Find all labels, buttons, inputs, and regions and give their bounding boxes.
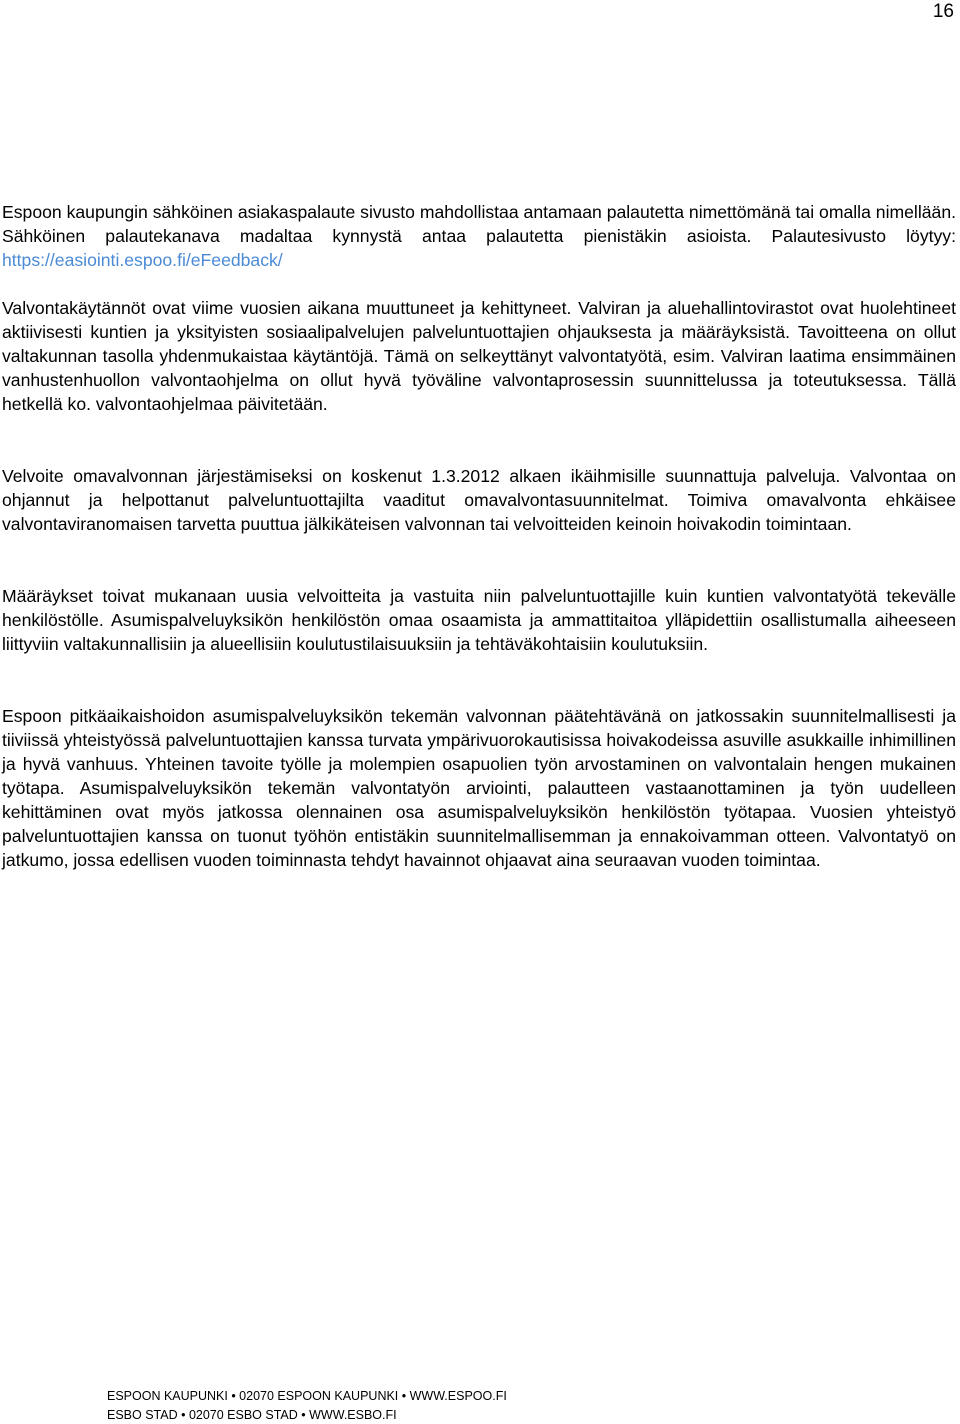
paragraph-feedback: [2, 200, 956, 272]
paragraph-self-monitoring: Velvoite omavalvonnan järjestämiseksi on koskenut 1.3.2012 alkaen ikäihmisille suunnattuja palveluja. Valvontaa on ohjannut ja helpottanut palveluntuottajilta vaaditut omavalvontasuunnitelmat. Toimiva omavalvonta ehkäisee valvontaviranomaisen tarvetta puuttua jälkikäteisen valvonnan tai velvoitteiden keinoin hoivakodin toimintaan.: [2, 466, 956, 534]
footer-line-espoo: ESPOON KAUPUNKI • 02070 ESPOON KAUPUNKI • WWW.ESPOO.FI: [107, 1389, 507, 1403]
paragraph-future-supervision: Espoon pitkäaikaishoidon asumispalveluyksikön tekemän valvonnan päätehtävänä on jatkossakin suunnitelmallisesti ja tiiviissä yhteistyössä palveluntuottajien kanssa turvata ympärivuorokautisissa hoivakodeissa asuville asukkaille inhimillinen ja hyvä vanhuus. Yhteinen tavoite työlle ja molempien osapuolien työn arvostaminen on valvontalain hengen mukainen työtapa. Asumispalveluyksikön tekemän valvontatyön arviointi, palautteen vastaanottaminen ja työn uudelleen kehittäminen ovat myös jatkossa olennainen osa asumispalveluyksikön henkilöstön työtapaa. Vuosien yhteistyö palveluntuottajien kanssa on tuonut työhön entistäkin suunnitelmallisemman ja ennakoivamman otteen. Valvontatyö on jatkumo, jossa edellisen vuoden toiminnasta tehdyt havainnot ohjaavat aina seuraavan vuoden toimintaa.: [2, 706, 956, 870]
document-body: [2, 200, 956, 872]
paragraph-supervision-practices: Valvontakäytännöt ovat viime vuosien aikana muuttuneet ja kehittyneet. Valviran ja aluehallintovirastot ovat huolehtineet aktiivisesti kuntien ja yksityisten sosiaalipalvelujen palveluntuottajien ohjauksesta ja määräyksistä. Tavoitteena on ollut valtakunnan tasolla yhdenmukaistaa käytäntöjä. Tämä on selkeyttänyt valvontatyötä, esim. Valviran laatima ensimmäinen vanhustenhuollon valvontaohjelma on ollut hyvä työväline valvontaprosessin suunnittelussa ja toteutuksessa. Tällä hetkellä ko. valvontaohjelmaa päivitetään.: [2, 298, 956, 414]
footer-line-esbo: ESBO STAD • 02070 ESBO STAD • WWW.ESBO.FI: [107, 1407, 397, 1422]
page-number: 16: [932, 1, 954, 22]
footer: [107, 1387, 507, 1424]
paragraph-regulations: Määräykset toivat mukanaan uusia velvoitteita ja vastuita niin palveluntuottajille kuin kuntien valvontatyötä tekevälle henkilöstölle. Asumispalveluyksikön henkilöstön omaa osaamista ja ammattitaitoa ylläpidettiin osallistumalla aiheeseen liittyviin valtakunnallisiin ja alueellisiin koulutustilaisuuksiin ja tehtäväkohtaisiin koulutuksiin.: [2, 586, 956, 654]
paragraph-feedback-text: Espoon kaupungin sähköinen asiakaspalaute sivusto mahdollistaa antamaan palautetta nimettömänä tai omalla nimellään. Sähköinen palautekanava madaltaa kynnystä antaa palautetta pienistäkin asioista. Palautesivusto löytyy:: [2, 202, 956, 246]
feedback-link[interactable]: https://easiointi.espoo.fi/eFeedback/: [2, 250, 283, 270]
